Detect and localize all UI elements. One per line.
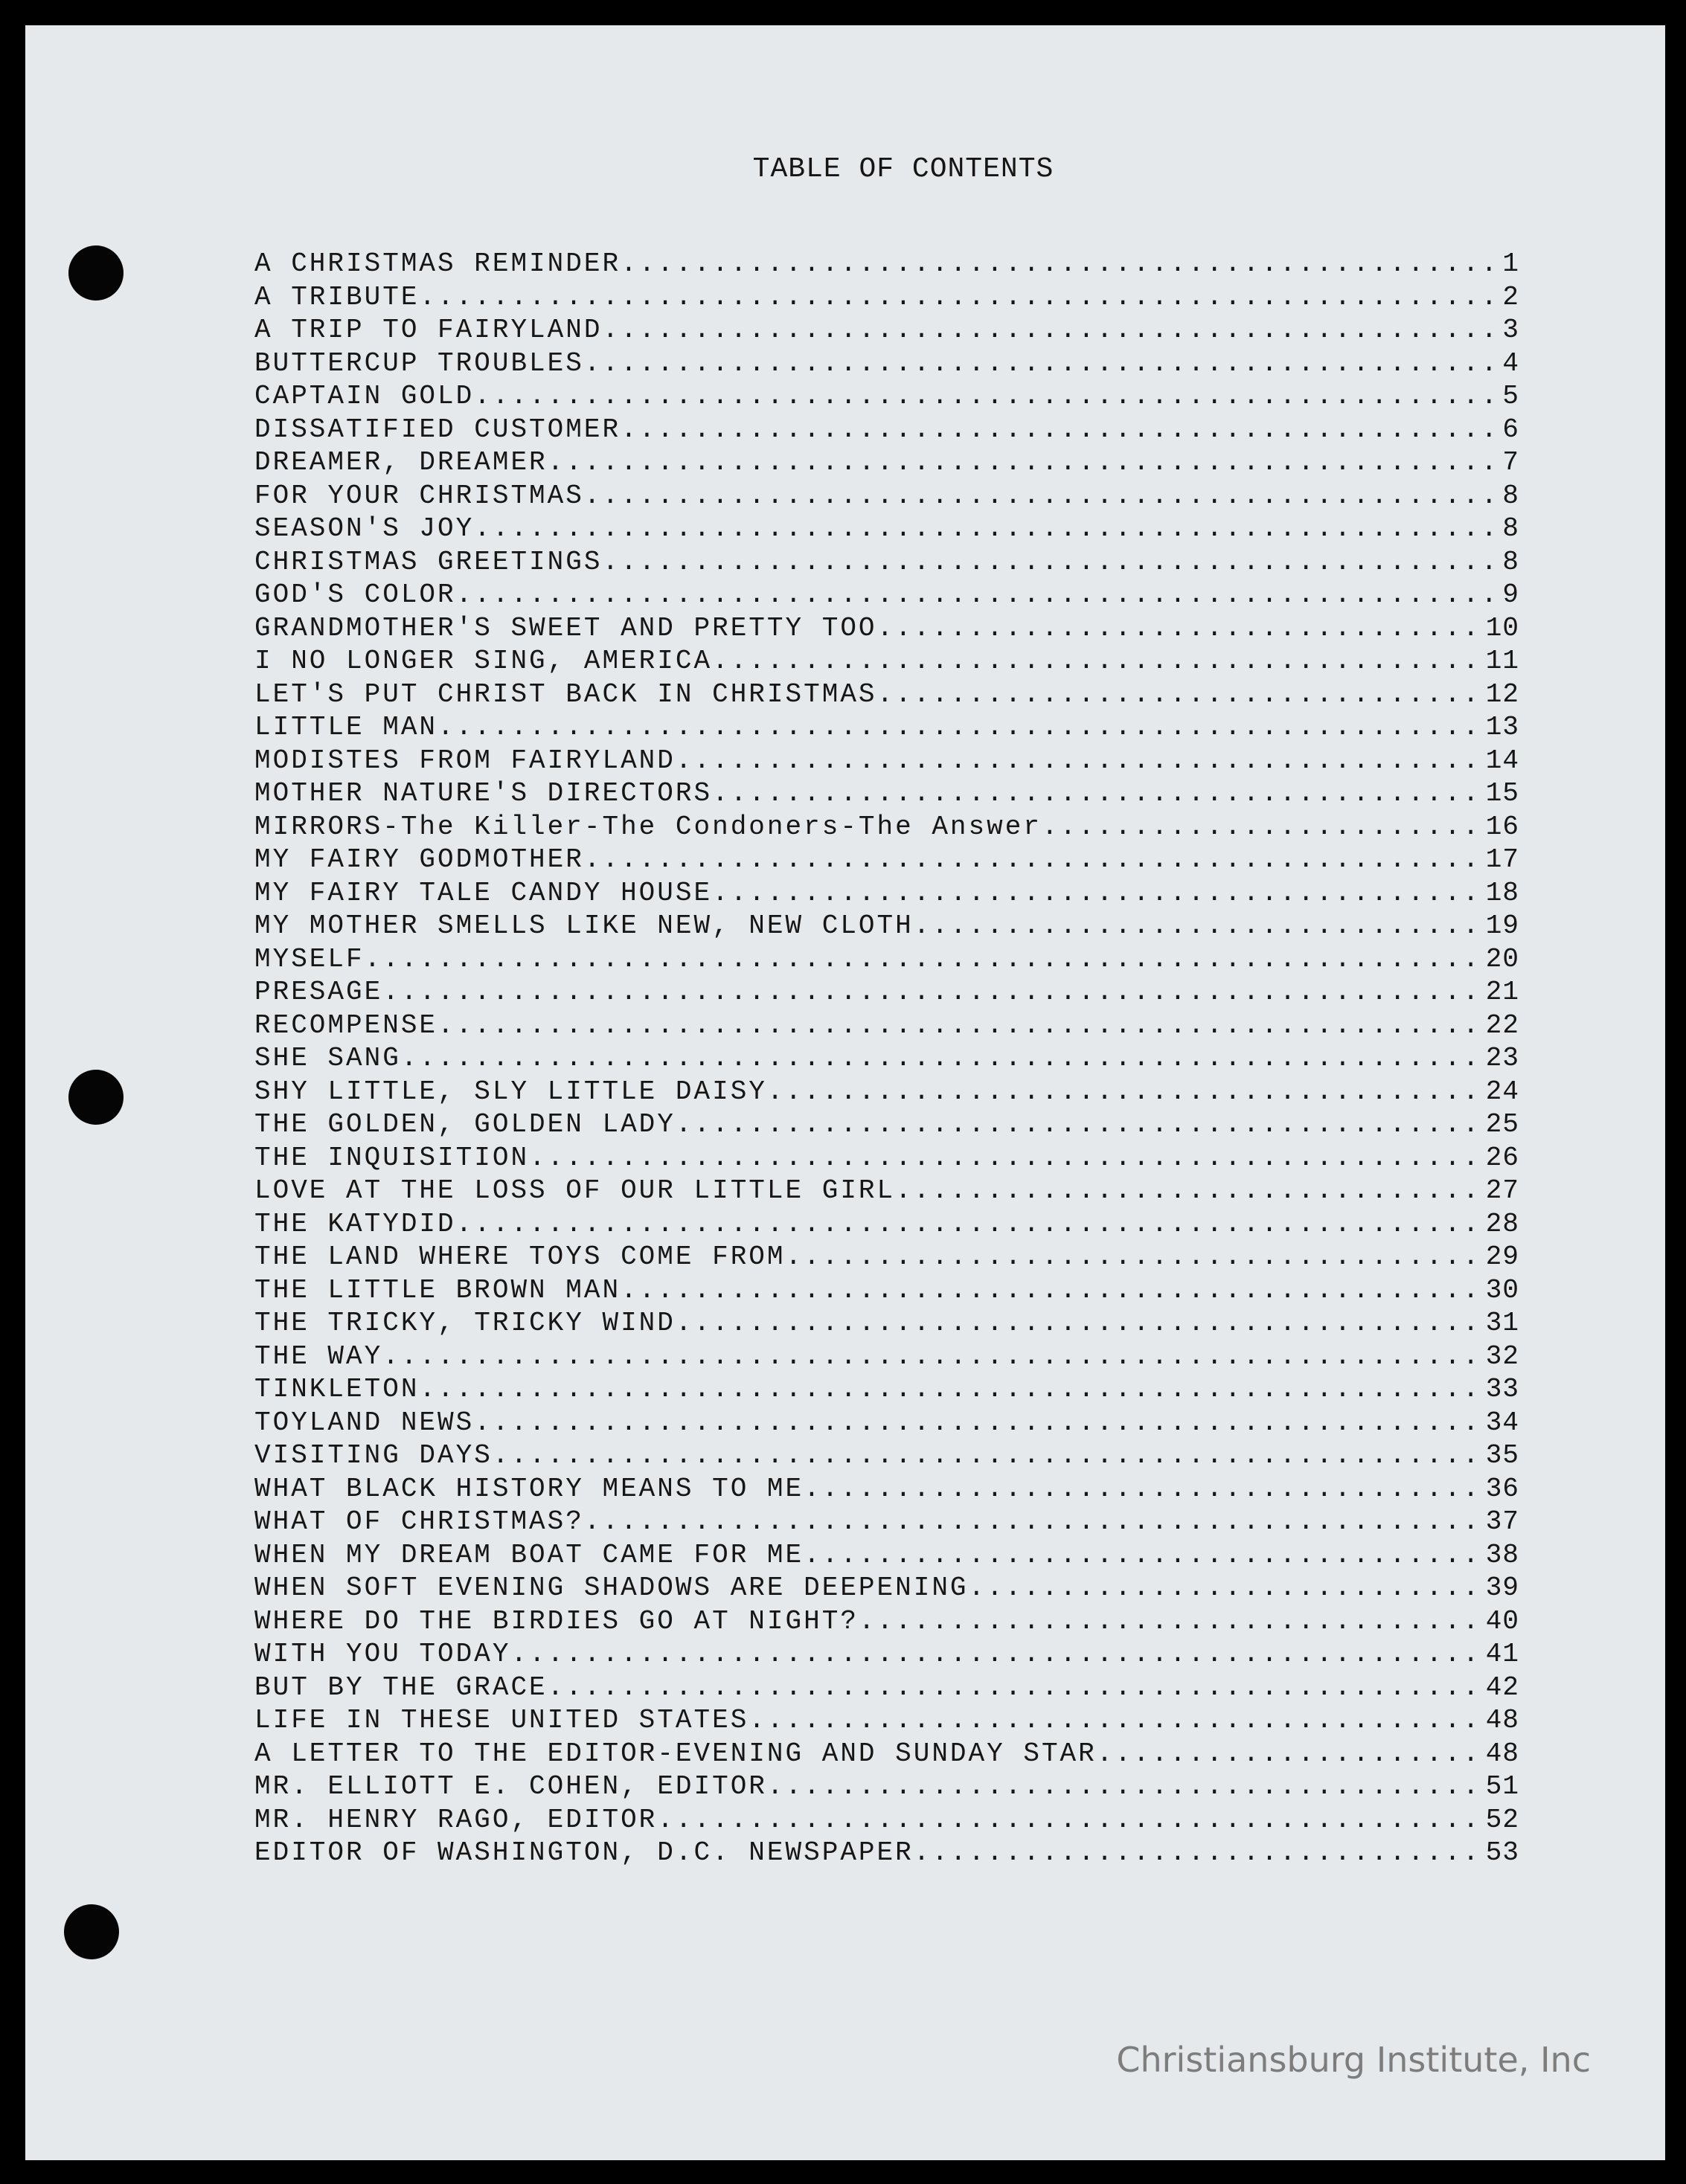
toc-entry [254, 414, 1519, 448]
toc-entry [254, 579, 1519, 613]
toc-leader-dots [382, 1341, 1486, 1372]
toc-entry [254, 1506, 1519, 1540]
toc-entry-page: 37 [1485, 1506, 1519, 1537]
toc-entry [254, 1209, 1519, 1242]
toc-entry-title: TINKLETON [254, 1374, 420, 1404]
toc-entry-page: 30 [1485, 1274, 1519, 1305]
toc-leader-dots [474, 513, 1502, 544]
toc-leader-dots [676, 1109, 1486, 1140]
document-page [25, 25, 1665, 2160]
toc-entry-page: 8 [1502, 513, 1519, 544]
page-title: TABLE OF CONTENTS [752, 153, 1054, 185]
toc-leader-dots [712, 878, 1486, 908]
toc-entry [254, 1341, 1519, 1375]
toc-leader-dots [602, 547, 1502, 577]
toc-entry-page: 6 [1502, 414, 1519, 445]
toc-entry [254, 910, 1519, 944]
toc-leader-dots [382, 977, 1486, 1007]
toc-entry-page: 12 [1485, 678, 1519, 710]
toc-leader-dots [401, 1043, 1486, 1073]
toc-entry-page: 4 [1502, 347, 1519, 379]
toc-entry-title: WHEN MY DREAM BOAT CAME FOR ME [254, 1539, 804, 1570]
toc-entry [254, 944, 1519, 977]
toc-entry-title: MIRRORS-The Killer-The Condoners-The Answer [254, 811, 1042, 842]
toc-entry [254, 1275, 1519, 1308]
toc-entry-title: LET'S PUT CHRIST BACK IN CHRISTMAS [254, 678, 877, 710]
toc-entry [254, 513, 1519, 547]
toc-leader-dots [419, 282, 1502, 312]
toc-entry-page: 11 [1485, 646, 1519, 676]
toc-entry-title: THE WAY [254, 1340, 383, 1372]
toc-entry-page: 10 [1485, 612, 1519, 643]
toc-leader-dots [914, 1837, 1486, 1868]
toc-entry-page: 1 [1502, 248, 1519, 279]
toc-entry-title: DISSATIFIED CUSTOMER [254, 414, 621, 445]
toc-entry [254, 646, 1519, 679]
toc-entry-page: 7 [1502, 447, 1519, 478]
toc-entry [254, 878, 1519, 911]
toc-leader-dots [474, 1407, 1486, 1438]
toc-entry-title: EDITOR OF WASHINGTON, D.C. NEWSPAPER [254, 1837, 914, 1868]
toc-entry [254, 778, 1519, 812]
toc-entry-title: CAPTAIN GOLD [254, 381, 475, 411]
toc-entry [254, 1738, 1519, 1772]
toc-entry [254, 282, 1519, 315]
toc-entry [254, 1407, 1519, 1441]
toc-leader-dots [621, 1275, 1486, 1305]
toc-entry [254, 1837, 1519, 1871]
toc-leader-dots [621, 248, 1502, 279]
toc-entry [254, 348, 1519, 382]
toc-entry [254, 315, 1519, 348]
toc-leader-dots [804, 1540, 1486, 1570]
toc-entry-title: LIFE IN THESE UNITED STATES [254, 1705, 749, 1735]
toc-entry-page: 52 [1485, 1804, 1519, 1835]
toc-entry-page: 27 [1485, 1175, 1519, 1206]
toc-entry [254, 1540, 1519, 1573]
toc-entry-title: WHEN SOFT EVENING SHADOWS ARE DEEPENING [254, 1573, 969, 1603]
toc-entry-title: LITTLE MAN [254, 712, 438, 742]
toc-entry-page: 36 [1485, 1473, 1519, 1504]
toc-entry-page: 35 [1485, 1440, 1519, 1471]
toc-entry-page: 32 [1485, 1340, 1519, 1372]
binder-hole-middle [68, 1070, 124, 1125]
toc-entry-title: WHAT OF CHRISTMAS? [254, 1506, 584, 1537]
toc-entry-title: WITH YOU TODAY [254, 1639, 511, 1669]
toc-entry [254, 1076, 1519, 1110]
toc-entry-page: 19 [1485, 910, 1519, 941]
toc-entry [254, 1143, 1519, 1176]
toc-leader-dots [548, 1672, 1486, 1703]
toc-entry [254, 1639, 1519, 1672]
toc-leader-dots [767, 1076, 1486, 1107]
toc-entry-title: SHY LITTLE, SLY LITTLE DAISY [254, 1076, 767, 1107]
toc-leader-dots [584, 348, 1503, 379]
toc-entry-title: LOVE AT THE LOSS OF OUR LITTLE GIRL [254, 1175, 896, 1206]
toc-entry [254, 1010, 1519, 1044]
toc-entry-title: THE KATYDID [254, 1208, 456, 1239]
toc-entry [254, 812, 1519, 845]
watermark: Christiansburg Institute, Inc [1116, 2040, 1591, 2080]
toc-leader-dots [767, 1771, 1486, 1802]
toc-entry-title: A LETTER TO THE EDITOR-EVENING AND SUNDAY STAR [254, 1738, 1097, 1769]
toc-entry-page: 18 [1485, 877, 1519, 908]
toc-leader-dots [914, 910, 1486, 941]
toc-leader-dots [584, 1506, 1486, 1537]
toc-leader-dots [969, 1573, 1486, 1603]
toc-entry [254, 844, 1519, 878]
toc-leader-dots [510, 1639, 1485, 1669]
toc-entry-title: THE GOLDEN, GOLDEN LADY [254, 1109, 676, 1140]
toc-entry [254, 1705, 1519, 1738]
toc-entry [254, 1771, 1519, 1805]
toc-leader-dots [602, 315, 1502, 345]
toc-entry-page: 20 [1485, 943, 1519, 974]
toc-entry-title: PRESAGE [254, 977, 383, 1007]
toc-entry-title: GRANDMOTHER'S SWEET AND PRETTY TOO [254, 612, 877, 643]
toc-entry-title: MODISTES FROM FAIRYLAND [254, 745, 676, 776]
table-of-contents [254, 248, 1519, 1871]
toc-leader-dots [474, 381, 1502, 411]
toc-leader-dots [1042, 812, 1486, 842]
toc-entry [254, 1242, 1519, 1275]
toc-entry-page: 25 [1485, 1109, 1519, 1140]
toc-leader-dots [621, 414, 1502, 445]
toc-entry-title: VISITING DAYS [254, 1440, 493, 1471]
toc-entry-title: DREAMER, DREAMER [254, 447, 548, 478]
toc-entry-title: I NO LONGER SING, AMERICA [254, 646, 713, 676]
toc-leader-dots [584, 844, 1486, 875]
toc-entry-page: 39 [1485, 1573, 1519, 1603]
toc-entry-title: BUT BY THE GRACE [254, 1671, 548, 1703]
toc-entry-title: WHAT BLACK HISTORY MEANS TO ME [254, 1473, 804, 1504]
toc-entry-page: 8 [1502, 546, 1519, 577]
toc-entry-title: MOTHER NATURE'S DIRECTORS [254, 778, 713, 809]
toc-leader-dots [437, 712, 1486, 742]
toc-leader-dots [676, 1308, 1486, 1338]
toc-entry-page: 9 [1502, 579, 1519, 610]
toc-entry [254, 447, 1519, 481]
toc-entry-page: 41 [1485, 1639, 1519, 1669]
toc-entry [254, 1805, 1519, 1838]
toc-leader-dots [437, 1010, 1486, 1041]
toc-entry-page: 26 [1485, 1142, 1519, 1173]
toc-entry-title: WHERE DO THE BIRDIES GO AT NIGHT? [254, 1605, 859, 1637]
toc-entry-title: MYSELF [254, 943, 365, 974]
toc-leader-dots [529, 1143, 1486, 1173]
toc-leader-dots [786, 1242, 1486, 1272]
toc-entry-page: 2 [1502, 281, 1519, 312]
toc-entry-page: 33 [1485, 1374, 1519, 1404]
toc-entry-page: 24 [1485, 1076, 1519, 1107]
toc-entry-title: RECOMPENSE [254, 1009, 438, 1041]
toc-entry [254, 1043, 1519, 1076]
toc-entry [254, 481, 1519, 514]
toc-entry-title: A TRIP TO FAIRYLAND [254, 315, 603, 345]
toc-entry-page: 16 [1485, 811, 1519, 842]
toc-entry [254, 1374, 1519, 1407]
toc-entry-page: 29 [1485, 1242, 1519, 1272]
toc-entry-page: 40 [1485, 1605, 1519, 1637]
toc-entry-page: 38 [1485, 1539, 1519, 1570]
toc-leader-dots [749, 1705, 1485, 1735]
toc-leader-dots [456, 579, 1503, 610]
toc-entry-title: GOD'S COLOR [254, 579, 456, 610]
toc-entry-title: SEASON'S JOY [254, 513, 475, 544]
toc-leader-dots [584, 481, 1503, 511]
toc-entry-page: 31 [1485, 1308, 1519, 1338]
binder-hole-bottom [64, 1904, 119, 1959]
binder-hole-top [68, 245, 124, 301]
toc-entry [254, 613, 1519, 646]
toc-entry-page: 42 [1485, 1671, 1519, 1703]
toc-leader-dots [456, 1209, 1486, 1239]
toc-entry-title: THE LITTLE BROWN MAN [254, 1274, 621, 1305]
toc-entry [254, 547, 1519, 580]
toc-entry-page: 53 [1485, 1837, 1519, 1868]
toc-entry-page: 48 [1485, 1738, 1519, 1769]
toc-entry-page: 15 [1485, 778, 1519, 809]
toc-entry-title: BUTTERCUP TROUBLES [254, 347, 584, 379]
toc-entry-title: FOR YOUR CHRISTMAS [254, 480, 584, 511]
toc-entry [254, 1474, 1519, 1507]
toc-entry [254, 1308, 1519, 1341]
toc-entry-page: 23 [1485, 1043, 1519, 1073]
toc-leader-dots [548, 447, 1503, 478]
toc-leader-dots [712, 778, 1486, 809]
toc-entry [254, 712, 1519, 745]
toc-leader-dots [877, 613, 1486, 643]
toc-entry-page: 21 [1485, 977, 1519, 1007]
toc-entry-title: THE TRICKY, TRICKY WIND [254, 1308, 676, 1338]
toc-entry-title: MY FAIRY GODMOTHER [254, 844, 584, 875]
toc-entry [254, 1175, 1519, 1209]
toc-entry-page: 34 [1485, 1407, 1519, 1438]
toc-leader-dots [859, 1606, 1486, 1637]
toc-entry-title: MR. ELLIOTT E. COHEN, EDITOR [254, 1771, 767, 1802]
toc-leader-dots [1097, 1738, 1486, 1769]
toc-entry-title: MR. HENRY RAGO, EDITOR [254, 1804, 658, 1835]
toc-entry [254, 679, 1519, 713]
toc-leader-dots [895, 1175, 1486, 1206]
toc-leader-dots [365, 944, 1486, 974]
toc-entry-page: 13 [1485, 712, 1519, 742]
toc-entry-title: THE INQUISITION [254, 1142, 530, 1173]
toc-entry-title: SHE SANG [254, 1043, 401, 1073]
toc-leader-dots [804, 1474, 1486, 1504]
toc-entry [254, 1109, 1519, 1143]
toc-entry-title: MY MOTHER SMELLS LIKE NEW, NEW CLOTH [254, 910, 914, 941]
toc-entry-page: 5 [1502, 381, 1519, 411]
toc-entry-title: TOYLAND NEWS [254, 1407, 475, 1438]
toc-entry-title: MY FAIRY TALE CANDY HOUSE [254, 877, 713, 908]
toc-entry [254, 977, 1519, 1010]
toc-leader-dots [877, 679, 1486, 710]
toc-entry-page: 3 [1502, 315, 1519, 345]
toc-entry-page: 17 [1485, 844, 1519, 875]
toc-entry-page: 8 [1502, 480, 1519, 511]
toc-entry-title: THE LAND WHERE TOYS COME FROM [254, 1242, 786, 1272]
toc-entry-page: 48 [1485, 1705, 1519, 1735]
toc-entry-title: CHRISTMAS GREETINGS [254, 546, 603, 577]
toc-entry [254, 1672, 1519, 1706]
toc-leader-dots [657, 1805, 1486, 1835]
toc-entry [254, 745, 1519, 779]
toc-leader-dots [419, 1374, 1485, 1404]
toc-entry-page: 51 [1485, 1771, 1519, 1802]
toc-entry [254, 248, 1519, 282]
toc-entry-page: 22 [1485, 1009, 1519, 1041]
toc-entry [254, 381, 1519, 414]
toc-entry-page: 28 [1485, 1208, 1519, 1239]
toc-entry-title: A TRIBUTE [254, 281, 420, 312]
toc-entry [254, 1573, 1519, 1606]
toc-entry-title: A CHRISTMAS REMINDER [254, 248, 621, 279]
toc-leader-dots [712, 646, 1486, 676]
toc-leader-dots [493, 1440, 1486, 1471]
toc-leader-dots [676, 745, 1486, 776]
toc-entry [254, 1606, 1519, 1639]
toc-entry-page: 14 [1485, 745, 1519, 776]
toc-entry [254, 1440, 1519, 1474]
